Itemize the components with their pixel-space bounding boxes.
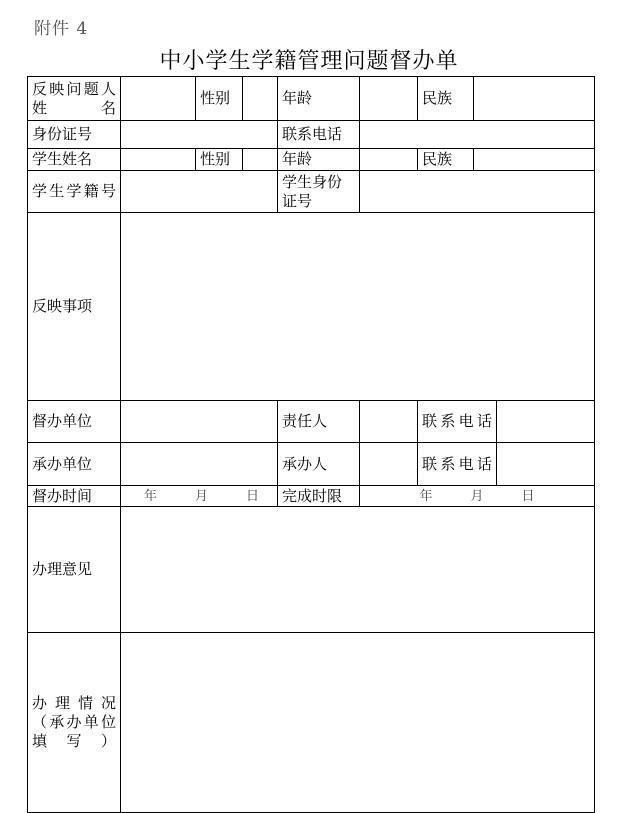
- supervising-unit-label: 督办单位: [28, 401, 121, 443]
- contact-phone-1-field[interactable]: [497, 401, 595, 443]
- student-gender-field[interactable]: [243, 149, 278, 171]
- deadline-label: 完成时限: [278, 486, 360, 507]
- table-row: [28, 121, 595, 149]
- reporter-name-label: 反映问题人姓名: [28, 77, 121, 121]
- handling-opinion-field[interactable]: [121, 507, 595, 633]
- supervision-form-table: [27, 76, 595, 813]
- table-row: [28, 507, 595, 633]
- phone-field[interactable]: [360, 121, 595, 149]
- student-ethnicity-field[interactable]: [474, 149, 595, 171]
- supervision-time-label: 督办时间: [28, 486, 121, 507]
- student-age-label: 年龄: [278, 149, 360, 171]
- student-name-label: 学生姓名: [28, 149, 121, 171]
- month-label: 月: [194, 488, 208, 504]
- contact-phone-2-label: 联系电话: [418, 443, 497, 486]
- table-row: [28, 149, 595, 171]
- table-row: [28, 213, 595, 401]
- handling-unit-label: 承办单位: [28, 443, 121, 486]
- handling-status-field[interactable]: [121, 633, 595, 813]
- responsible-person-label: 责任人: [278, 401, 360, 443]
- age-label: 年龄: [278, 77, 360, 121]
- student-ethnicity-label: 民族: [418, 149, 474, 171]
- supervision-time-date-field[interactable]: [121, 486, 278, 507]
- contact-phone-1-label: 联系电话: [418, 401, 497, 443]
- id-number-field[interactable]: [121, 121, 278, 149]
- year-label: 年: [419, 488, 433, 504]
- gender-field[interactable]: [243, 77, 278, 121]
- deadline-date-field[interactable]: [360, 486, 595, 507]
- attachment-label: 附件 4: [34, 19, 89, 39]
- table-row: [28, 401, 595, 443]
- year-label: 年: [143, 488, 157, 504]
- student-id-number-label: 学生身份证号: [278, 171, 360, 213]
- contact-phone-2-field[interactable]: [497, 443, 595, 486]
- month-label: 月: [470, 488, 484, 504]
- day-label: 日: [245, 488, 259, 504]
- table-row: [28, 77, 595, 121]
- day-label: 日: [521, 488, 535, 504]
- table-row: [28, 171, 595, 213]
- handling-unit-field[interactable]: [121, 443, 278, 486]
- supervising-unit-field[interactable]: [121, 401, 278, 443]
- table-row: [28, 443, 595, 486]
- handling-status-label: 办理情况（承办单位填写）: [28, 633, 121, 813]
- student-age-field[interactable]: [360, 149, 418, 171]
- responsible-person-field[interactable]: [360, 401, 418, 443]
- age-field[interactable]: [360, 77, 418, 121]
- student-registration-field[interactable]: [121, 171, 278, 213]
- gender-label: 性别: [196, 77, 243, 121]
- ethnicity-label: 民族: [418, 77, 474, 121]
- student-name-field[interactable]: [121, 149, 196, 171]
- handling-opinion-label: 办理意见: [28, 507, 121, 633]
- student-gender-label: 性别: [196, 149, 243, 171]
- reporter-name-field[interactable]: [121, 77, 196, 121]
- student-id-number-field[interactable]: [360, 171, 595, 213]
- id-number-label: 身份证号: [28, 121, 121, 149]
- ethnicity-field[interactable]: [474, 77, 595, 121]
- reported-matter-field[interactable]: [121, 213, 595, 401]
- handler-label: 承办人: [278, 443, 360, 486]
- handler-field[interactable]: [360, 443, 418, 486]
- page-title: 中小学生学籍管理问题督办单: [159, 49, 459, 74]
- table-row: [28, 633, 595, 813]
- reported-matter-label: 反映事项: [28, 213, 121, 401]
- student-registration-label: 学生学籍号: [28, 171, 121, 213]
- table-row: [28, 486, 595, 507]
- phone-label: 联系电话: [278, 121, 360, 149]
